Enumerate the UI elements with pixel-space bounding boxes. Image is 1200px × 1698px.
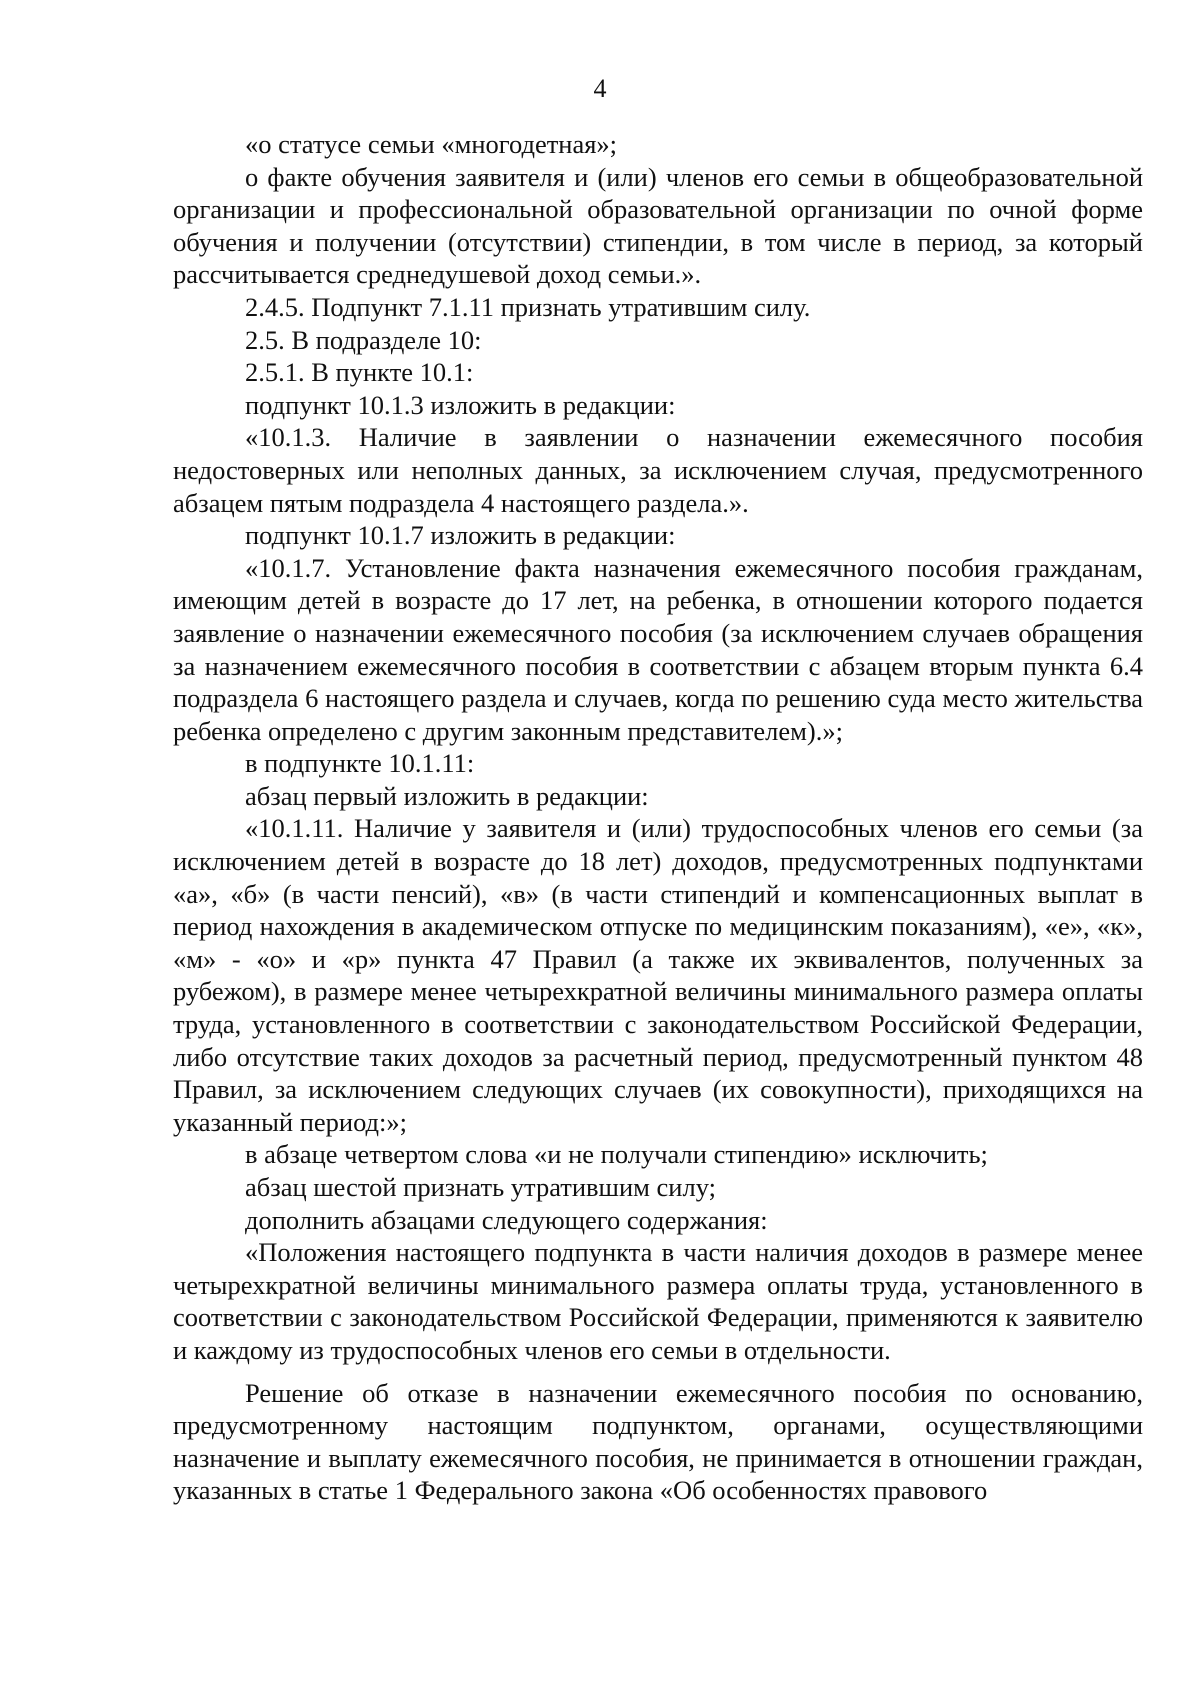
paragraph-10-1-3-text: «10.1.3. Наличие в заявлении о назначении ежемесячного пособия недостоверных или неполных данных, за исключением случая, предусмотренного абзацем пятым подраздела 4 настоящего раздела.». <box>173 422 1143 518</box>
paragraph-add-abzacs: дополнить абзацами следующего содержания: <box>245 1204 768 1235</box>
paragraph-provisions: «Положения настоящего подпункта в части наличия доходов в размере менее четырехкратной величины минимального размера оплаты труда, установленного в соответствии с законодательством Российской Федерации, применяются к заявителю и каждому из трудоспособных членов его семьи в отдельности. <box>173 1237 1143 1365</box>
paragraph-10-1-11-text: «10.1.11. Наличие у заявителя и (или) трудоспособных членов его семьи (за исключением детей в возрасте до 18 лет) доходов, предусмотренных подпунктами «а», «б» (в части пенсий), «в» (в части стипендий и компенсационных выплат в период нахождения в академическом отпуске по медицинским показаниям), «е», «к», «м» - «о» и «р» пункта 47 Правил (а также их эквивалентов, полученных за рубежом), в размере менее четырехкратной величины минимального размера оплаты труда, установленного в соответствии с законодательством Российской Федерации, либо отсутствие таких доходов за расчетный период, предусмотренный пунктом 48 Правил, за исключением следующих случаев (их совокупности), приходящихся на указанный период:»; <box>173 813 1143 1137</box>
paragraph-10-1-7-intro: подпункт 10.1.7 изложить в редакции: <box>245 520 676 551</box>
paragraph-2-4-5: 2.4.5. Подпункт 7.1.11 признать утратившим силу. <box>245 291 811 322</box>
paragraph-family-status: «о статусе семьи «многодетная»; <box>245 129 618 159</box>
paragraph-sixth-abzac: абзац шестой признать утратившим силу; <box>245 1172 716 1202</box>
paragraph-first-abzac: абзац первый изложить в редакции: <box>245 780 649 811</box>
paragraph-10-1-11-intro: в подпункте 10.1.11: <box>245 748 475 779</box>
paragraph-refusal-decision: Решение об отказе в назначении ежемесячного пособия по основанию, предусмотренному настоящим подпунктом, органами, осуществляющими назначение и выплату ежемесячного пособия, не принимается в отношении граждан, указанных в статье 1 Федерального закона «Об особенностях правового <box>173 1377 1143 1506</box>
paragraph-2-5: 2.5. В подразделе 10: <box>245 324 482 355</box>
document-body <box>173 128 1143 1507</box>
paragraph-fourth-abzac: в абзаце четвертом слова «и не получали стипендию» исключить; <box>245 1139 988 1170</box>
paragraph-10-1-7-text: «10.1.7. Установление факта назначения ежемесячного пособия гражданам, имеющим детей в возрасте до 17 лет, на ребенка, в отношении которого подается заявление о назначении ежемесячного пособия (за исключением случаев обращения за назначением ежемесячного пособия в соответствии с абзацем вторым пункта 6.4 подраздела 6 настоящего раздела и случаев, когда по решению суда место жительства ребенка определено с другим законным представителем).»; <box>173 552 1143 746</box>
paragraph-10-1-3-intro: подпункт 10.1.3 изложить в редакции: <box>245 389 676 420</box>
paragraph-2-5-1: 2.5.1. В пункте 10.1: <box>245 357 474 388</box>
paragraph-education-fact: о факте обучения заявителя и (или) членов его семьи в общеобразовательной организации и профессиональной образовательной организации по очной форме обучения и получении (отсутствии) стипендии, в том числе в период, за который рассчитывается среднедушевой доход семьи.». <box>173 161 1143 290</box>
page-number: 4 <box>593 74 607 103</box>
